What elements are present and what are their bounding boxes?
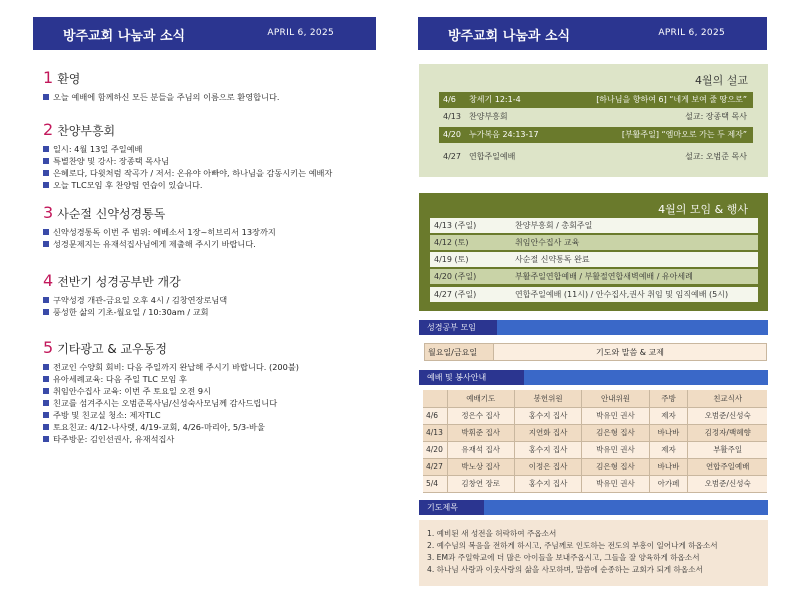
square-bullet-icon: [43, 436, 49, 442]
sermon-date: 4/6: [443, 95, 456, 104]
list-item: 은혜로다, 다윗처럼 작곡가 / 저서: 온유야 아빠야, 하나님을 감동시키는 예배자: [43, 167, 373, 179]
event-date: 4/13 (주일): [434, 221, 477, 230]
list-item: 토요친교: 4/12-나사렛, 4/19-교회, 4/26-마리아, 5/3-바울: [43, 421, 373, 433]
event-text: 취임안수집사 교육: [515, 238, 580, 247]
study-label: 성경공부 모임: [419, 320, 497, 335]
section-number: 2: [43, 120, 54, 139]
square-bullet-icon: [43, 94, 49, 100]
list-item: 오늘 예배에 함께하신 모든 분들을 주님의 이름으로 환영합니다.: [43, 91, 373, 103]
service-table: [423, 390, 767, 493]
list-item: 취임안수집사 교육: 이번 주 토요일 오전 9시: [43, 385, 373, 397]
section-announcements: [43, 340, 373, 445]
section-heading: [43, 273, 373, 290]
prayer-item: 4. 하나님 사랑과 이웃사랑의 삶을 사모하며, 말씀에 순종하는 교회가 되게 하옵소서: [427, 565, 703, 574]
prayer-list: [419, 520, 768, 586]
events-caption: 4월의 모임 & 행사: [658, 203, 748, 216]
square-bullet-icon: [43, 424, 49, 430]
section-heading: [43, 205, 373, 222]
prayer-item: 1. 예비된 새 성전을 허락하여 주옵소서: [427, 529, 557, 538]
list-item: 풍성한 삶의 기초-월요일 / 10:30am / 교회: [43, 306, 373, 318]
section-title: 찬양부흥회: [57, 124, 116, 138]
square-bullet-icon: [43, 309, 49, 315]
right-header-date: APRIL 6, 2025: [658, 28, 725, 38]
table-header-row: [423, 390, 767, 407]
table-header: 주방: [649, 390, 688, 407]
list-item: 친교를 섬겨주시는 오범준목사님/신성숙사모님께 감사드립니다: [43, 397, 373, 409]
study-row: [424, 343, 767, 361]
sermon-row: [439, 149, 753, 165]
study-day: 월요일/금요일: [424, 343, 494, 361]
event-text: 찬양부흥회 / 총회주일: [515, 221, 593, 230]
sermon-schedule: [419, 64, 768, 177]
section-bible-study: [43, 273, 373, 318]
sermon-row: [439, 127, 753, 143]
square-bullet-icon: [43, 182, 49, 188]
section-number: 1: [43, 68, 54, 87]
square-bullet-icon: [43, 388, 49, 394]
event-date: 4/27 (주일): [434, 290, 477, 299]
sermon-row: [439, 92, 753, 108]
service-header-bar: [419, 370, 768, 385]
section-heading: [43, 122, 373, 139]
square-bullet-icon: [43, 297, 49, 303]
table-row: 4/27 박노상 집사 이정은 집사 김은형 집사 바나바 연합주일예배: [423, 458, 767, 475]
table-header: [423, 390, 447, 407]
sermon-row: [439, 109, 753, 125]
section-title: 환영: [57, 72, 81, 86]
prayer-label: 기도제목: [419, 500, 484, 515]
left-header-date: APRIL 6, 2025: [267, 28, 334, 38]
sermon-date: 4/27: [443, 152, 461, 161]
section-bible-reading: [43, 205, 373, 250]
prayer-item: 2. 예수님의 복음을 전하게 하시고, 주님께로 인도하는 전도의 부흥이 일어나게 하옵소서: [427, 541, 718, 550]
sermon-title: [부활주일] “엠마오로 가는 두 제자”: [621, 130, 747, 139]
table-row: 4/6 정은수 집사 홍수지 집사 박유민 권사 제자 오범준/신성숙: [423, 407, 767, 424]
table-header: 안내위원: [582, 390, 649, 407]
sermon-text: 찬양부흥회: [469, 112, 508, 121]
list-item: 타주방문: 김인선권사, 유재석집사: [43, 433, 373, 445]
event-text: 부활주일연합예배 / 부활절연합새벽예배 / 유아세례: [515, 272, 693, 281]
right-header-title: 방주교회 나눔과 소식: [448, 29, 571, 44]
sermon-text: 누가복음 24:13-17: [469, 130, 539, 139]
section-title: 전반기 성경공부반 개강: [57, 275, 181, 289]
square-bullet-icon: [43, 146, 49, 152]
event-date: 4/19 (토): [434, 255, 469, 264]
square-bullet-icon: [43, 229, 49, 235]
list-item: 주방 및 친교실 청소: 제자TLC: [43, 409, 373, 421]
section-number: 4: [43, 271, 54, 290]
square-bullet-icon: [43, 241, 49, 247]
sermon-text: 창세기 12:1-4: [469, 95, 521, 104]
sermon-text: 연합주일예배: [469, 152, 516, 161]
event-row: [430, 235, 758, 250]
section-title: 사순절 신약성경통독: [57, 207, 166, 221]
section-title: 기타광고 & 교우동정: [57, 342, 167, 356]
left-header-title: 방주교회 나눔과 소식: [63, 29, 186, 44]
list-item: 전교인 수양회 회비: 다음 주일까지 완납해 주시기 바랍니다. (200불): [43, 361, 373, 373]
list-item: 일시: 4월 13일 주일예배: [43, 143, 373, 155]
list-item: 유아세례교육: 다음 주일 TLC 모임 후: [43, 373, 373, 385]
event-row: [430, 269, 758, 284]
sermon-date: 4/20: [443, 130, 461, 139]
table-header: 봉헌위원: [514, 390, 581, 407]
sermon-title: 설교: 장종택 목사: [685, 112, 747, 121]
service-label: 예배 및 봉사안내: [419, 370, 524, 385]
right-header: [418, 17, 767, 50]
square-bullet-icon: [43, 376, 49, 382]
list-item: 특별찬양 및 강사: 장종택 목사님: [43, 155, 373, 167]
table-row: 4/20 유재석 집사 홍수지 집사 박유민 권사 제자 부활주일: [423, 441, 767, 458]
left-header: [33, 17, 376, 50]
event-date: 4/12 (토): [434, 238, 469, 247]
square-bullet-icon: [43, 170, 49, 176]
sermon-caption: 4월의 설교: [695, 74, 748, 87]
section-heading: [43, 70, 373, 87]
event-date: 4/20 (주일): [434, 272, 477, 281]
list-item: 신약성경통독 이번 주 범위: 에베소서 1장~히브리서 13장까지: [43, 226, 373, 238]
event-text: 연합주일예배 (11시) / 안수집사,권사 취임 및 임직예배 (5시): [515, 290, 729, 299]
study-topic: 기도와 말씀 & 교제: [494, 343, 767, 361]
square-bullet-icon: [43, 364, 49, 370]
study-header-bar: [419, 320, 768, 335]
square-bullet-icon: [43, 412, 49, 418]
prayer-item: 3. EM과 주일학교에 더 많은 아이들을 보내주옵시고, 그들을 잘 양육하게 하옵소서: [427, 553, 700, 562]
list-item: 오늘 TLC모임 후 찬양팀 연습이 있습니다.: [43, 179, 373, 191]
table-header: 친교식사: [688, 390, 767, 407]
event-row: [430, 252, 758, 267]
event-row: [430, 218, 758, 233]
table-row: 5/4 김창연 장로 홍수지 집사 박유민 권사 아가페 오범준/신성숙: [423, 475, 767, 492]
square-bullet-icon: [43, 400, 49, 406]
section-welcome: [43, 70, 373, 103]
table-header: 예배기도: [447, 390, 514, 407]
section-praise-revival: [43, 122, 373, 191]
section-number: 5: [43, 338, 54, 357]
event-text: 사순절 신약통독 완료: [515, 255, 590, 264]
list-item: 구약성경 개관-금요일 오후 4시 / 김창연장로님댁: [43, 294, 373, 306]
sermon-date: 4/13: [443, 112, 461, 121]
event-row: [430, 287, 758, 302]
square-bullet-icon: [43, 158, 49, 164]
sermon-title: [하나님을 향하여 6] “네게 보여 줄 땅으로”: [596, 95, 747, 104]
sermon-title: 설교: 오범준 목사: [685, 152, 747, 161]
events-schedule: [419, 193, 768, 311]
section-heading: [43, 340, 373, 357]
section-number: 3: [43, 203, 54, 222]
prayer-header-bar: [419, 500, 768, 515]
table-row: 4/13 박휘준 집사 지연화 집사 김은형 집사 바나바 김정자/백혜향: [423, 424, 767, 441]
list-item: 성경문제지는 유재석집사님에게 제출해 주시기 바랍니다.: [43, 238, 373, 250]
